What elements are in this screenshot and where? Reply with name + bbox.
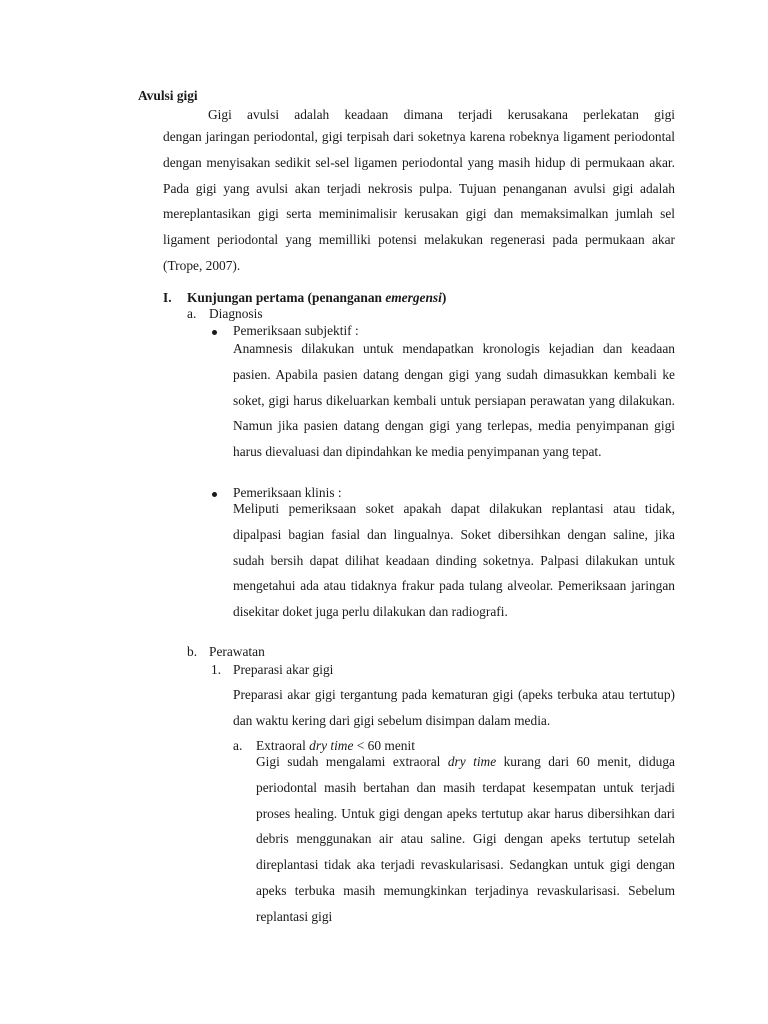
section-title: Kunjungan pertama (penanganan emergensi) — [187, 290, 447, 305]
extraoral-dry-time-text: Gigi sudah mengalami extraoral dry time kurang dari 60 menit, diduga periodontal masih bertahan dan masih terdapat kesempatan untuk terjadi proses healing. Untuk gigi dengan apeks tertutup akar harus dibersihkan dari debris menggunakan air atau saline. Gigi dengan apeks tertutup setelah direplantasi tidak aka terjadi revaskularisasi. Sedangkan untuk gigi dengan apeks terbuka masih memungkinkan terjadinya revaskularisasi. Sebelum replantasi gigi — [256, 754, 676, 924]
list-marker-b: b. — [187, 644, 198, 659]
intro-first-line: Gigi avulsi adalah keadaan dimana terjadi kerusakana perlekatan gigi — [208, 107, 675, 122]
diagnosis-label: Diagnosis — [209, 306, 263, 321]
extraoral-dry-time-label: Extraoral dry time < 60 menit — [256, 738, 415, 753]
treatment-label: Perawatan — [209, 644, 265, 659]
list-marker-sub-a: a. — [233, 738, 243, 753]
intro-paragraph: dengan jaringan periodontal, gigi terpisah dari soketnya karena robeknya ligament periodontal dengan menyisakan sedikit sel-sel ligamen periodontal yang masih hidup di permukaan akar. Pada gigi yang avulsi akan terjadi nekrosis pulpa. Tujuan penanganan avulsi gigi adalah mereplantasikan gigi serta meminimalisir kerusakan gigi dan memaksimalkan jumlah sel ligament periodontal yang memilliki potensi melakukan regenerasi pada permukaan akar (Trope, 2007). — [163, 129, 675, 273]
subjective-exam-text: Anamnesis dilakukan untuk mendapatkan kronologis kejadian dan keadaan pasien. Apabila pasien datang dengan gigi yang sudah dimasukkan kembali ke soket, gigi harus dikeluarkan kembali untuk persiapan perawatan yang dilakukan. Namun jika pasien datang dengan gigi yang terlepas, media penyimpanan gigi harus dievaluasi dan dipindahkan ke media penyimpanan yang tepat. — [233, 341, 675, 460]
root-preparation-label: Preparasi akar gigi — [233, 662, 334, 677]
root-preparation-text: Preparasi akar gigi tergantung pada kematuran gigi (apeks terbuka atau tertutup) dan waktu kering dari gigi sebelum disimpan dalam media. — [233, 687, 675, 728]
subjective-exam-label: Pemeriksaan subjektif : — [233, 323, 359, 338]
clinical-exam-label: Pemeriksaan klinis : — [233, 485, 342, 500]
section-number: I. — [163, 290, 172, 305]
clinical-exam-text: Meliputi pemeriksaan soket apakah dapat dilakukan replantasi atau tidak, dipalpasi bagian fasial dan lingualnya. Soket dibersihkan dengan saline, jika sudah bersih dapat dilihat keadaan dinding soketnya. Palpasi dilakukan untuk mengetahui ada atau tidaknya frakur pada tulang alveolar. Pemeriksaan jaringan disekitar doket juga perlu dilakukan dan radiografi. — [233, 501, 675, 620]
list-marker-a: a. — [187, 306, 197, 321]
bullet-icon — [212, 330, 217, 335]
document-title: Avulsi gigi — [138, 88, 198, 103]
bullet-icon — [212, 492, 217, 497]
list-marker-1: 1. — [211, 662, 222, 677]
